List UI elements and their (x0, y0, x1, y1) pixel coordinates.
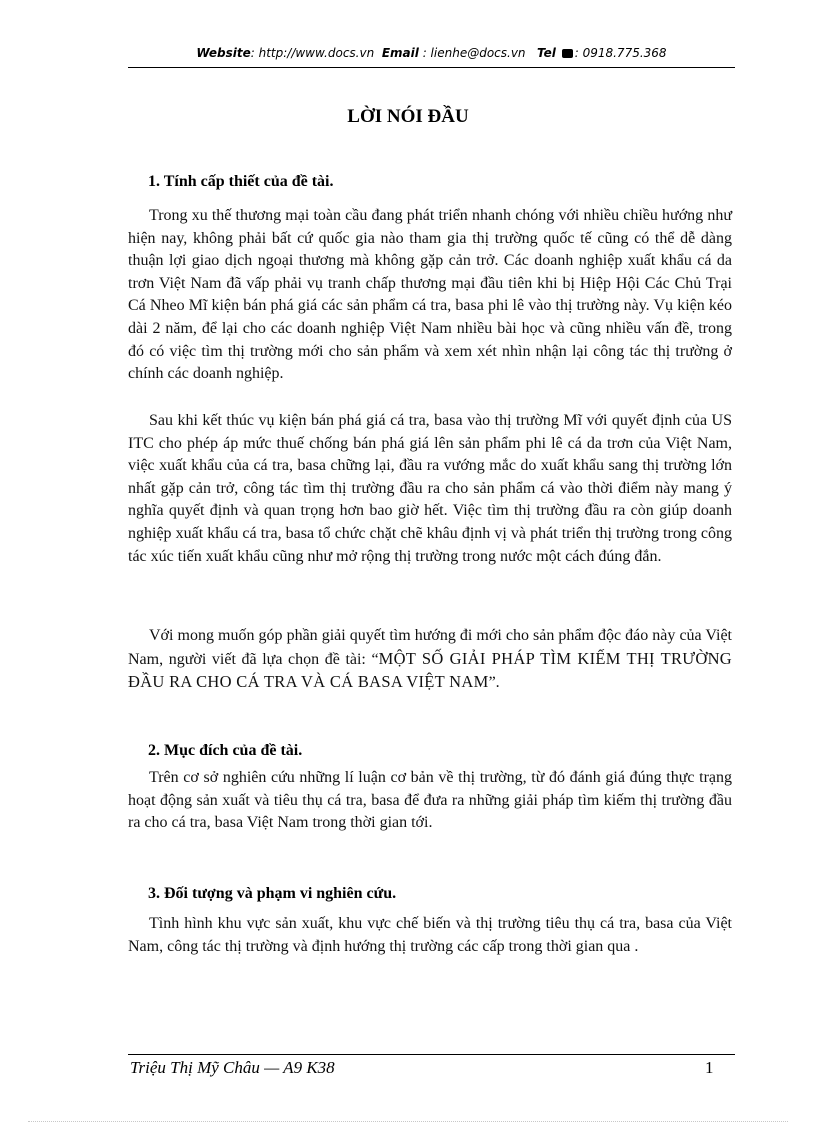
email-label: Email (381, 46, 419, 60)
page-title: LỜI NÓI ĐẦU (347, 106, 469, 127)
section-1-heading: 1. Tính cấp thiết của đề tài. (148, 173, 334, 190)
website-value: : http://www.docs.vn (250, 46, 375, 60)
page-bottom-divider (28, 1121, 788, 1122)
website-label: Website (196, 46, 251, 60)
thesis-title: MỘT SỐ GIẢI PHÁP TÌM KIẾM THỊ TRƯỜNG ĐẦU RA CHO CÁ TRA VÀ CÁ BASA VIỆT NAM (128, 648, 732, 692)
footer-divider (128, 1054, 735, 1055)
tel-value: : 0918.775.368 (574, 46, 667, 60)
phone-icon (562, 49, 573, 58)
section-1-paragraph-3-end: ”. (488, 674, 500, 692)
header-divider (128, 67, 735, 68)
section-1-paragraph-3 (128, 625, 732, 695)
section-1-paragraph-1: Trong xu thế thương mại toàn cầu đang phát triển nhanh chóng với nhiều chiều hướng như hiện nay, không phải bất cứ quốc gia nào tham gia thị trường quốc tế cũng có thể dễ dàng thuận lợi giao dịch ngoại thương mà không gặp cản trở. Các doanh nghiệp xuất khẩu cá da trơn Việt Nam đã vấp phải vụ tranh chấp thương mại đầu tiên khi bị Hiệp Hội Các Chủ Trại Cá Nheo Mĩ kiện bán phá giá các sản phẩm cá tra, basa phi lê vào thị trường này. Vụ kiện kéo dài 2 năm, để lại cho các doanh nghiệp Việt Nam nhiều bài học và cũng nhiều vấn đề, trong đó có việc tìm thị trường mới cho sản phẩm và xem xét nhìn nhận lại công tác thị trường ở chính các doanh nghiệp. (128, 207, 732, 383)
page-number: 1 (705, 1058, 714, 1077)
tel-label: Tel (537, 46, 556, 60)
footer-author: Triệu Thị Mỹ Châu — A9 K38 (130, 1058, 335, 1077)
section-1-paragraph-3-text: Với mong muốn góp phần giải quyết tìm hướng đi mới cho sản phẩm độc đáo này của Việt Nam, người viết đã lựa chọn đề tài: “ (128, 627, 732, 668)
page-header (128, 46, 735, 60)
section-2-heading: 2. Mục đích của đề tài. (148, 742, 303, 759)
section-2-paragraph-1: Trên cơ sở nghiên cứu những lí luận cơ bản về thị trường, từ đó đánh giá đúng thực trạng hoạt động sản xuất và tiêu thụ cá tra, basa để đưa ra những giải pháp tìm kiếm thị trường đầu ra cho cá tra, basa Việt Nam trong thời gian tới. (128, 769, 732, 832)
section-1-paragraph-2: Sau khi kết thúc vụ kiện bán phá giá cá tra, basa vào thị trường Mĩ với quyết định của US ITC cho phép áp mức thuế chống bán phá giá lên sản phẩm phi lê cá da trơn của Việt Nam, việc xuất khẩu của cá tra, basa chững lại, đầu ra vướng mắc do xuất khẩu sang thị trường lớn nhất gặp cản trở, công tác tìm thị trường đầu ra cho sản phẩm cá vào thời điểm này mang ý nghĩa quyết định và quan trọng hơn bao giờ hết. Việc tìm thị trường đầu ra còn giúp doanh nghiệp xuất khẩu cá tra, basa tổ chức chặt chẽ khâu định vị và phát triển thị trường trong công tác xúc tiến xuất khẩu cũng như mở rộng thị trường trong nước một cách đúng đắn. (128, 412, 732, 565)
section-3-heading: 3. Đối tượng và phạm vi nghiên cứu. (148, 885, 397, 902)
section-3-paragraph-1: Tình hình khu vực sản xuất, khu vực chế biến và thị trường tiêu thụ cá tra, basa của Việt Nam, công tác thị trường và định hướng thị trường các cấp trong thời gian qua . (128, 915, 732, 955)
email-value: : lienhe@docs.vn (422, 46, 526, 60)
